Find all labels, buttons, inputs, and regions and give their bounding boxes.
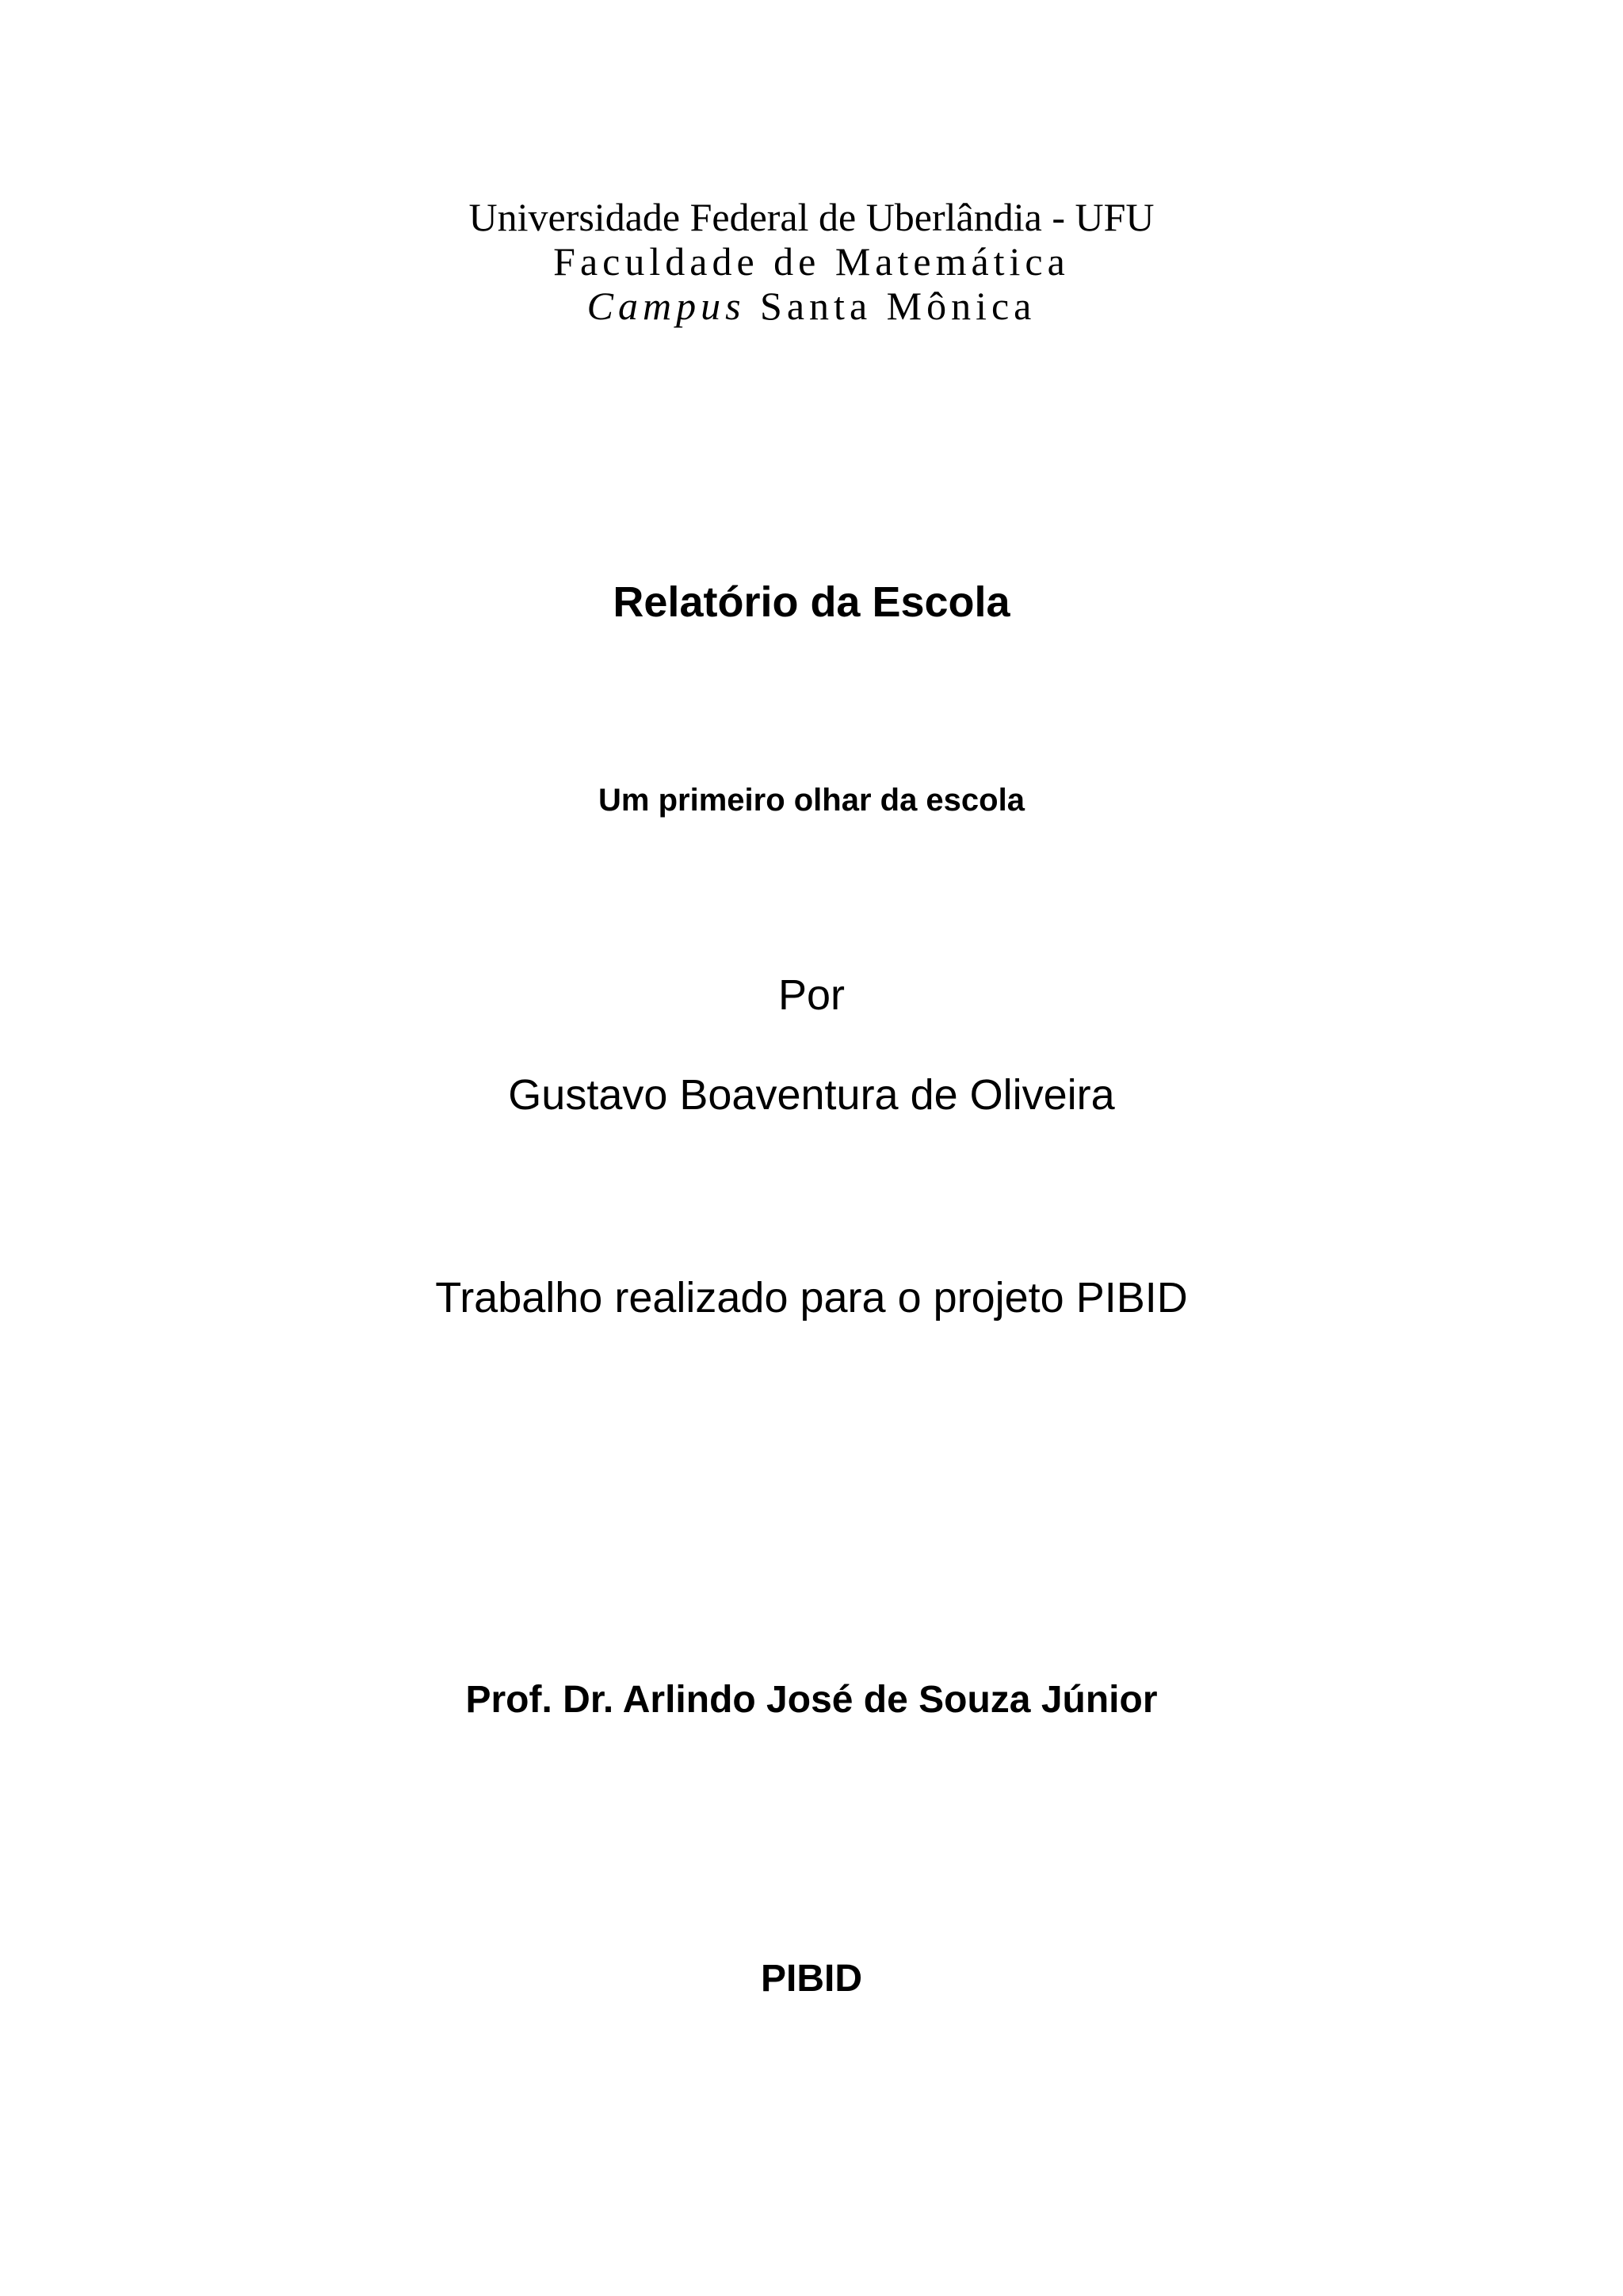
- document-title: Relatório da Escola: [613, 578, 1010, 626]
- faculty-name: Faculdade de Matemática: [553, 239, 1070, 284]
- campus-name: Santa Mônica: [760, 284, 1037, 328]
- work-description: Trabalho realizado para o projeto PIBID: [435, 1274, 1188, 1322]
- by-label: Por: [777, 971, 846, 1019]
- campus-word: Campus: [586, 284, 746, 328]
- author-name: Gustavo Boaventura de Oliveira: [508, 1071, 1115, 1119]
- advisor-name: Prof. Dr. Arlindo José de Souza Júnior: [465, 1679, 1158, 1721]
- university-name: Universidade Federal de Uberlândia - UFU: [468, 195, 1155, 239]
- document-subtitle: Um primeiro olhar da escola: [598, 783, 1025, 818]
- program-name: PIBID: [760, 1958, 862, 2000]
- campus-line: [0, 284, 1623, 328]
